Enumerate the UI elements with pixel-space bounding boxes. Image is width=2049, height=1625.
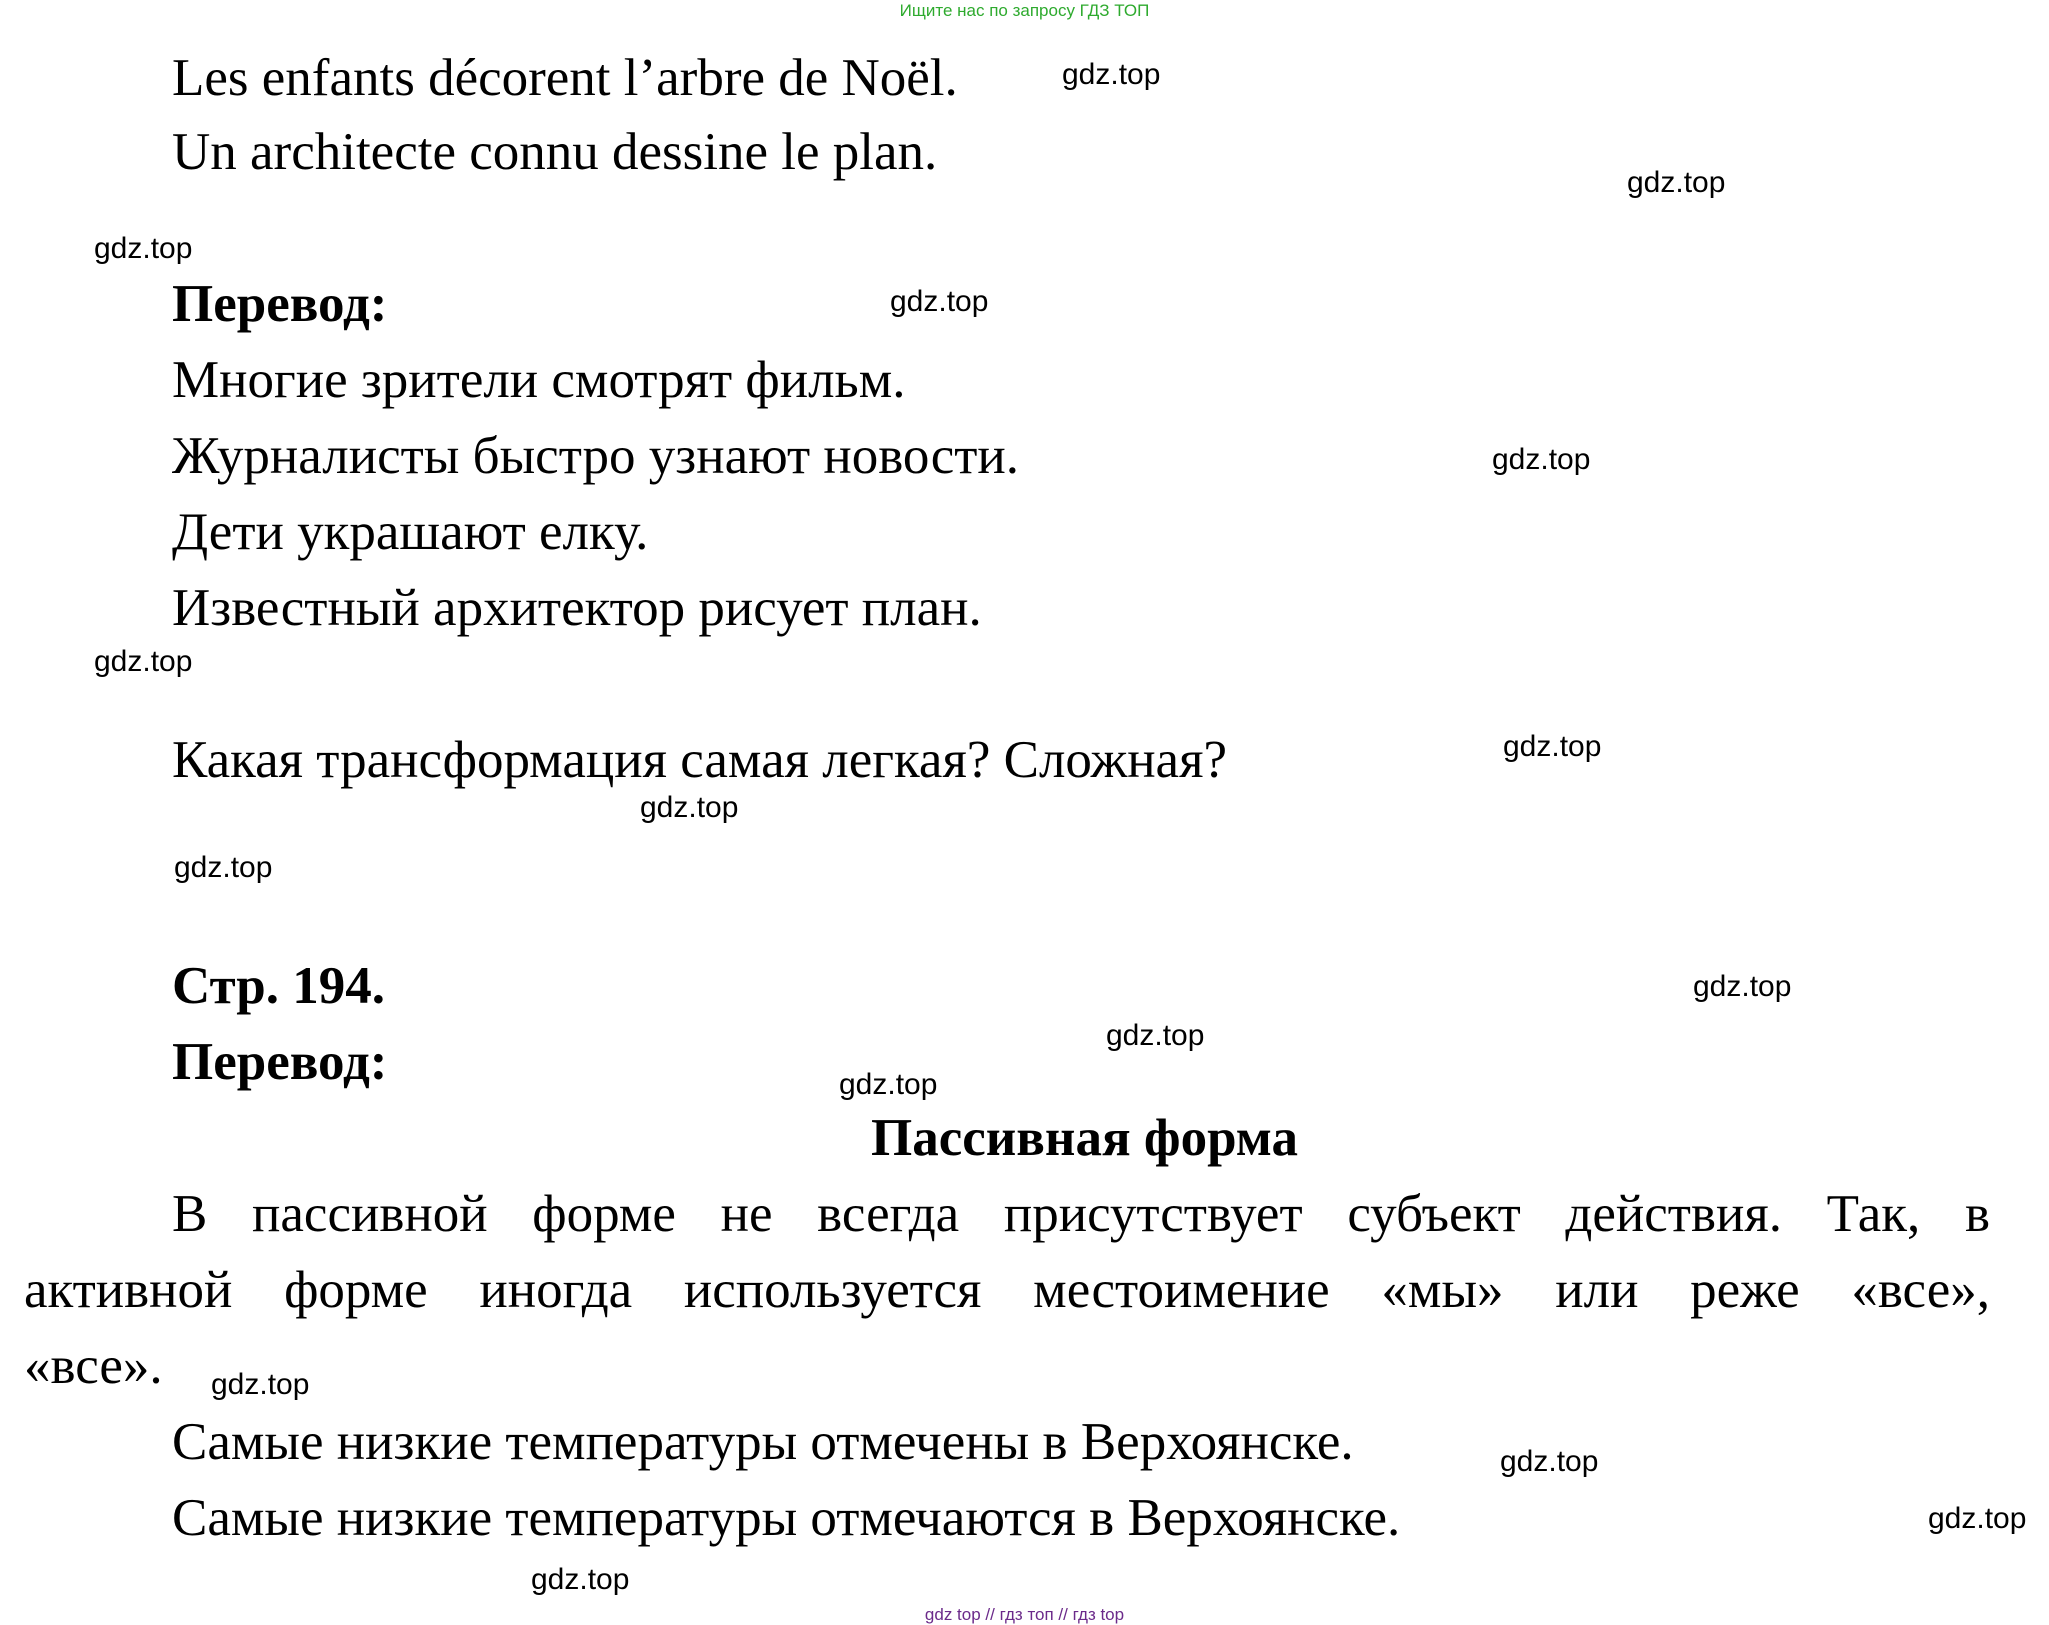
translation-heading-2: Перевод:	[172, 1033, 388, 1091]
translation-line-1: Многие зрители смотрят фильм.	[172, 351, 906, 409]
watermark: gdz.top	[640, 791, 739, 824]
paragraph-line-2: активной форме иногда используется местоимение «мы» или реже «все»,	[24, 1261, 1990, 1319]
watermark: gdz.top	[1503, 730, 1602, 763]
watermark: gdz.top	[211, 1368, 310, 1401]
bottom-footer[interactable]: gdz top // гдз топ // гдз top	[924, 1605, 1125, 1624]
french-sentence-2: Un architecte connu dessine le plan.	[172, 123, 938, 181]
translation-heading-1: Перевод:	[172, 275, 388, 333]
watermark: gdz.top	[1062, 58, 1161, 91]
top-banner[interactable]: Ищите нас по запросу ГДЗ ТОП	[899, 1, 1150, 20]
translation-line-2: Журналисты быстро узнают новости.	[172, 427, 1020, 485]
watermark: gdz.top	[1928, 1502, 2027, 1535]
question-line: Какая трансформация самая легкая? Сложная?	[172, 731, 1227, 789]
paragraph-line-1: В пассивной форме не всегда присутствует субъект действия. Так, в	[172, 1185, 1990, 1243]
watermark: gdz.top	[94, 232, 193, 265]
example-line-2: Самые низкие температуры отмечаются в Верхоянске.	[172, 1489, 1401, 1547]
watermark: gdz.top	[1693, 970, 1792, 1003]
watermark: gdz.top	[531, 1563, 630, 1596]
watermark: gdz.top	[1492, 443, 1591, 476]
section-title: Пассивная форма	[871, 1109, 1298, 1167]
paragraph-line-3: «все».	[24, 1337, 163, 1395]
page-reference: Стр. 194.	[172, 957, 385, 1015]
watermark: gdz.top	[94, 645, 193, 678]
watermark: gdz.top	[174, 851, 273, 884]
translation-line-4: Известный архитектор рисует план.	[172, 579, 982, 637]
watermark: gdz.top	[1500, 1445, 1599, 1478]
watermark: gdz.top	[1627, 166, 1726, 199]
watermark: gdz.top	[1106, 1019, 1205, 1052]
french-sentence-1: Les enfants décorent l’arbre de Noël.	[172, 49, 958, 107]
watermark: gdz.top	[890, 285, 989, 318]
watermark: gdz.top	[839, 1068, 938, 1101]
translation-line-3: Дети украшают елку.	[172, 503, 649, 561]
example-line-1: Самые низкие температуры отмечены в Верхоянске.	[172, 1413, 1354, 1471]
